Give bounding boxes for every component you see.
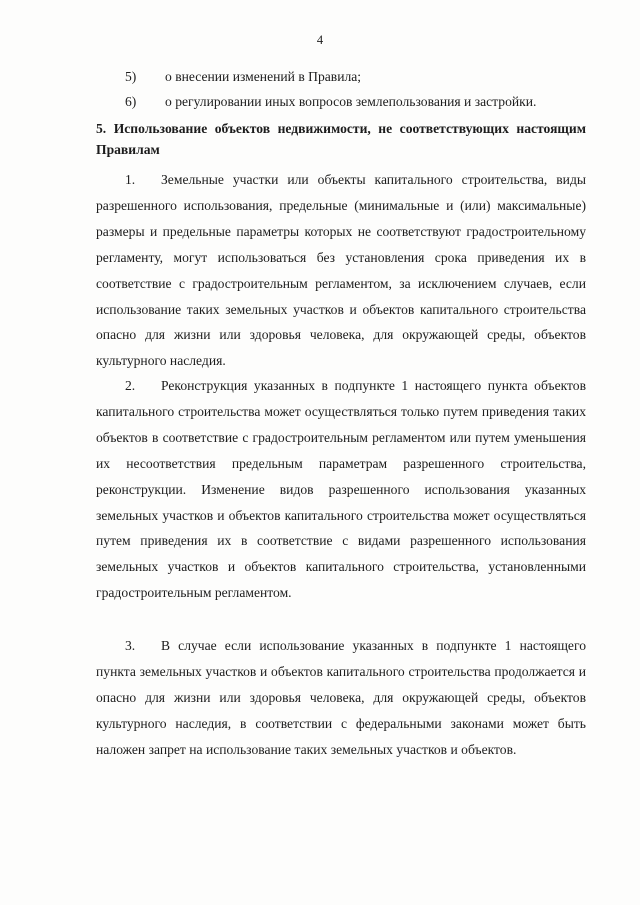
paragraph-number: 1. xyxy=(125,172,136,187)
paragraph-3 xyxy=(96,633,586,763)
list-item-text: о внесении изменений в Правила; xyxy=(165,69,362,84)
list-item-6 xyxy=(125,89,595,115)
list-item-number: 5) xyxy=(125,69,137,84)
paragraph-2 xyxy=(96,373,586,606)
paragraph-text: Реконструкция указанных в подпункте 1 настоящего пункта объектов капитального строительства может осуществляться только путем приведения таких объектов в соответствие с градостроительным регламентом или путем уменьшения их несоответствия предельным параметрам разрешенного строительства, реконструкции. Изменение видов разрешенного использования указанных земельных участков и объектов капитального строительства может осуществляться путем приведения их в соответствие с видами разрешенного использования земельных участков и объектов капитального строительства, установленными градостроительным регламентом. xyxy=(96,378,586,601)
paragraph-text: Земельные участки или объекты капитального строительства, виды разрешенного использования, предельные (минимальные и (или) максимальные) размеры и предельные параметры которых не соответствуют градостроительному регламенту, могут использоваться без установления срока приведения их в соответствие с градостроительным регламентом, за исключением случаев, если использование таких земельных участков и объектов капитального строительства опасно для жизни или здоровья человека, для окружающей среды, объектов культурного наследия. xyxy=(96,172,586,369)
list-item-number: 6) xyxy=(125,94,137,109)
paragraph-text: В случае если использование указанных в подпункте 1 настоящего пункта земельных участков и объектов капитального строительства продолжается и опасно для жизни или здоровья человека, для окружающей среды, объектов культурного наследия, в соответствии с федеральными законами может быть наложен запрет на использование таких земельных участков и объектов. xyxy=(96,638,586,757)
paragraph-number: 3. xyxy=(125,638,136,653)
paragraph-number: 2. xyxy=(125,378,136,393)
list-item-5 xyxy=(125,64,595,90)
section-heading: 5. Использование объектов недвижимости, не соответствующих настоящим Правилам xyxy=(96,121,586,157)
page-number: 4 xyxy=(316,33,324,47)
list-item-text: о регулировании иных вопросов землепользования и застройки. xyxy=(165,94,537,109)
paragraph-1 xyxy=(96,167,586,374)
